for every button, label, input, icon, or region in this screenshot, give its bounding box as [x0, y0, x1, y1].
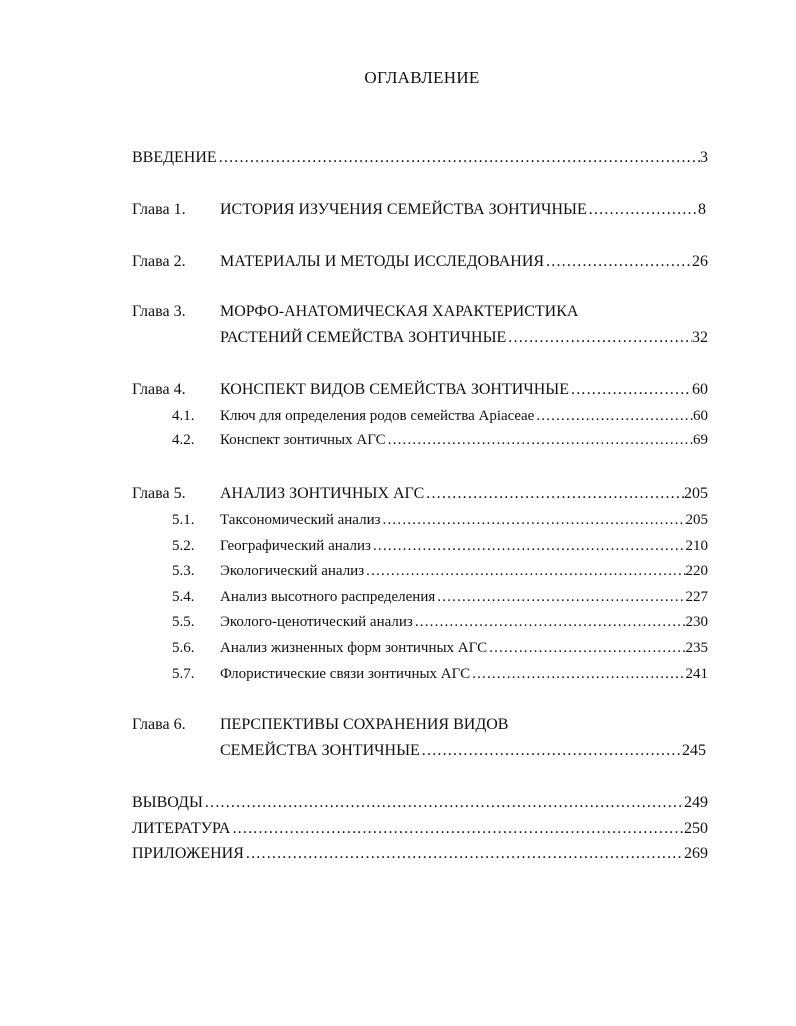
section-title: Конспект зонтичных АГС	[220, 432, 386, 448]
toc-page-number: 235	[685, 640, 708, 656]
toc-entry-section-4-1[interactable]	[0, 405, 796, 427]
toc-page-number: 230	[685, 614, 708, 630]
section-title: Экологический анализ	[220, 563, 365, 579]
dot-leader	[413, 611, 686, 633]
section-title: Эколого-ценотический анализ	[220, 614, 413, 630]
chapter-prefix: Глава 2.	[132, 253, 186, 270]
chapter-prefix: Глава 5.	[132, 485, 186, 502]
toc-page-number: 227	[685, 589, 708, 605]
chapter-prefix: Глава 3.	[132, 303, 186, 320]
chapter-title-line-1: ПЕРСПЕКТИВЫ СОХРАНЕНИЯ ВИДОВ	[220, 716, 509, 733]
toc-entry-section-5-2[interactable]	[0, 535, 796, 557]
toc-entry-conclusions[interactable]	[132, 792, 708, 814]
toc-entry-section-5-4[interactable]	[0, 586, 796, 608]
toc-entry-literature[interactable]	[132, 818, 708, 840]
section-number: 5.5.	[172, 614, 195, 630]
chapter-title: АНАЛИЗ ЗОНТИЧНЫХ АГС	[220, 485, 425, 502]
toc-page-number: 245	[682, 742, 706, 759]
section-title: Географический анализ	[220, 538, 371, 554]
dot-leader	[217, 147, 700, 169]
dot-leader	[386, 429, 693, 451]
toc-entry-label: ЛИТЕРАТУРА	[132, 820, 231, 837]
toc-page-number: 220	[685, 563, 708, 579]
chapter-title: МАТЕРИАЛЫ И МЕТОДЫ ИССЛЕДОВАНИЯ	[220, 253, 545, 270]
toc-entry-section-5-3[interactable]	[0, 560, 796, 582]
section-number: 5.4.	[172, 589, 195, 605]
toc-entry-label: ВВЕДЕНИЕ	[132, 149, 217, 166]
toc-entry-chapter-4[interactable]	[0, 379, 796, 401]
dot-leader	[424, 483, 684, 505]
dot-leader	[569, 379, 692, 401]
section-number: 5.1.	[172, 512, 195, 528]
chapter-title-line-2: РАСТЕНИЙ СЕМЕЙСТВА ЗОНТИЧНЫЕ	[220, 329, 507, 346]
chapter-title: ИСТОРИЯ ИЗУЧЕНИЯ СЕМЕЙСТВА ЗОНТИЧНЫЕ	[220, 201, 587, 218]
chapter-prefix: Глава 1.	[132, 201, 186, 218]
chapter-title-line-1: МОРФО-АНАТОМИЧЕСКАЯ ХАРАКТЕРИСТИКА	[220, 303, 579, 320]
dot-leader	[420, 740, 682, 762]
toc-entry-chapter-6-continued[interactable]	[0, 740, 796, 762]
section-title: Анализ жизненных форм зонтичных АГС	[220, 640, 488, 656]
toc-entry-label: ВЫВОДЫ	[132, 794, 203, 811]
toc-page-number: 241	[685, 666, 708, 682]
toc-page-number: 32	[692, 329, 708, 346]
toc-page-number: 60	[693, 408, 708, 424]
chapter-prefix: Глава 6.	[132, 716, 186, 733]
toc-entry-chapter-6[interactable]	[0, 714, 796, 736]
toc-entry-label: ПРИЛОЖЕНИЯ	[132, 845, 244, 862]
dot-leader	[487, 637, 685, 659]
toc-entry-section-5-7[interactable]	[0, 663, 796, 685]
dot-leader	[506, 327, 692, 349]
dot-leader	[364, 560, 685, 582]
section-number: 5.2.	[172, 538, 195, 554]
section-title: Флористические связи зонтичных АГС	[220, 666, 471, 682]
section-number: 5.6.	[172, 640, 195, 656]
toc-entry-section-4-2[interactable]	[0, 429, 796, 451]
page-title: ОГЛАВЛЕНИЕ	[364, 68, 480, 87]
toc-page-number: 205	[685, 512, 708, 528]
toc-entry-chapter-2[interactable]	[0, 251, 796, 273]
toc-entry-section-5-5[interactable]	[0, 611, 796, 633]
toc-page-number: 205	[684, 485, 708, 502]
toc-entry-section-5-6[interactable]	[0, 637, 796, 659]
toc-page-number: 26	[692, 253, 708, 270]
toc-entry-chapter-5[interactable]	[0, 483, 796, 505]
dot-leader	[244, 843, 684, 865]
dot-leader	[381, 509, 686, 531]
dot-leader	[203, 792, 684, 814]
toc-page-number: 3	[700, 149, 708, 166]
section-number: 5.3.	[172, 563, 195, 579]
dot-leader	[371, 535, 686, 557]
toc-entry-chapter-1[interactable]	[0, 199, 796, 221]
toc-entry-appendices[interactable]	[132, 843, 708, 865]
dot-leader	[534, 405, 693, 427]
toc-entry-chapter-3-continued[interactable]	[0, 327, 796, 349]
dot-leader	[470, 663, 685, 685]
dot-leader	[544, 251, 692, 273]
section-title: Ключ для определения родов семейства Apiaceae	[220, 408, 535, 424]
dot-leader	[230, 818, 684, 840]
toc-page-number: 210	[685, 538, 708, 554]
section-number: 4.2.	[172, 432, 195, 448]
dot-leader	[587, 199, 698, 221]
chapter-title-line-2: СЕМЕЙСТВА ЗОНТИЧНЫЕ	[220, 742, 420, 759]
section-title: Анализ высотного распределения	[220, 589, 436, 605]
chapter-title: КОНСПЕКТ ВИДОВ СЕМЕЙСТВА ЗОНТИЧНЫЕ	[220, 381, 569, 398]
section-number: 5.7.	[172, 666, 195, 682]
toc-page-number: 269	[684, 845, 708, 862]
toc-page-number: 60	[692, 381, 708, 398]
section-number: 4.1.	[172, 408, 195, 424]
toc-page-number: 8	[698, 201, 706, 218]
toc-page-number: 69	[693, 432, 708, 448]
toc-page-number: 249	[684, 794, 708, 811]
toc-entry-introduction[interactable]	[132, 147, 708, 169]
chapter-prefix: Глава 4.	[132, 381, 186, 398]
toc-entry-section-5-1[interactable]	[0, 509, 796, 531]
section-title: Таксономический анализ	[220, 512, 381, 528]
dot-leader	[435, 586, 685, 608]
toc-entry-chapter-3[interactable]	[0, 301, 796, 323]
toc-page-number: 250	[684, 820, 708, 837]
